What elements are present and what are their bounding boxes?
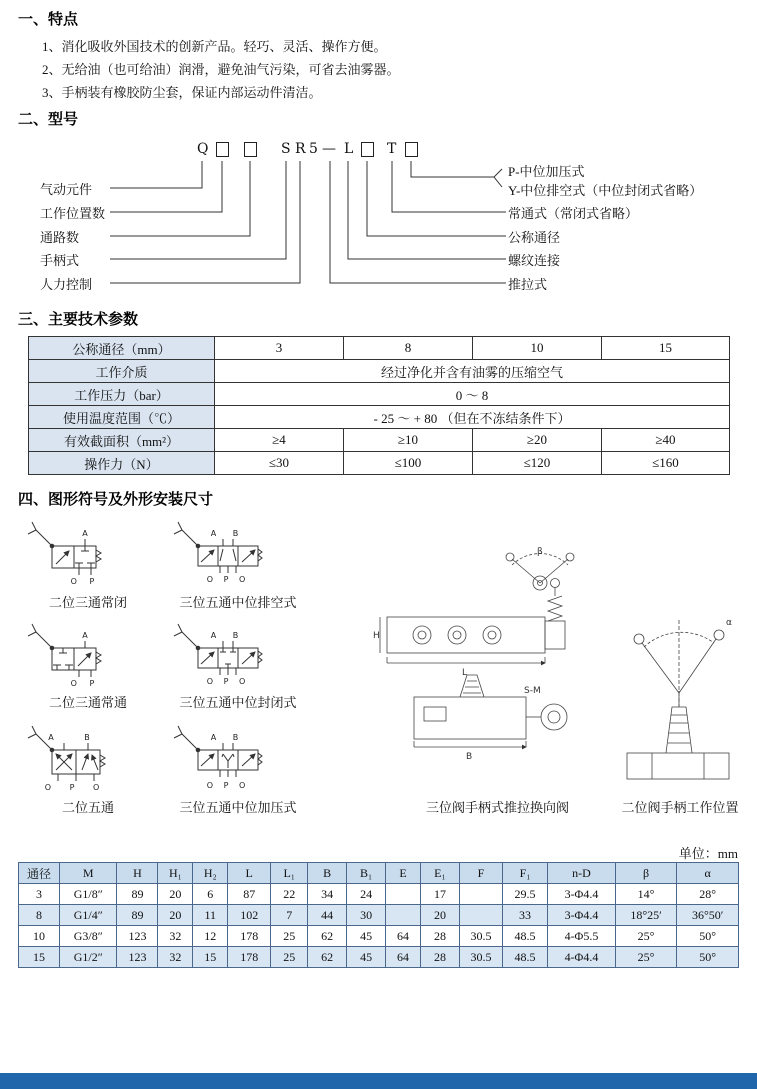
dim-label-sm: S-M: [524, 686, 541, 696]
param-value: ≥10: [344, 429, 473, 452]
port-label-bottom: O P: [70, 577, 100, 586]
symbol-caption: 三位五通中位排空式: [179, 595, 297, 610]
table-cell: 44: [308, 905, 347, 926]
model-code-diagram: [0, 135, 757, 305]
unit-note: 单位：mm: [678, 846, 738, 861]
param-value: 10: [473, 337, 602, 360]
param-value: 经过净化并含有油雾的压缩空气: [215, 360, 730, 383]
code-char: L: [344, 141, 354, 157]
table-cell: 通径: [19, 863, 60, 884]
table-cell: L₁: [271, 863, 308, 884]
code-box: [361, 142, 374, 157]
table-cell: 3: [19, 884, 60, 905]
table-cell: 28: [420, 947, 459, 968]
port-label-top: A: [82, 631, 88, 640]
param-value: ≤100: [344, 452, 473, 475]
code-label-left: 通路数: [40, 230, 80, 245]
table-cell: 62: [308, 947, 347, 968]
table-cell: 14°: [615, 884, 677, 905]
param-label: 操作力（N）: [29, 452, 215, 475]
code-label-right: 公称通径: [508, 230, 561, 245]
handle-position-drawing: [612, 595, 752, 790]
port-label-top: A B: [210, 631, 246, 640]
valve-symbol-3pos5way-exhaust: [168, 518, 308, 586]
symbol-caption: 二位三通常通: [48, 695, 127, 710]
table-cell: 3-Φ4.4: [548, 905, 616, 926]
code-char: T: [387, 141, 397, 157]
table-row: [29, 360, 730, 383]
symbol-caption: 二位五通: [61, 800, 114, 815]
section1-title: 一、特点: [18, 11, 79, 28]
section2-title: 二、型号: [18, 111, 79, 128]
table-cell: 64: [386, 926, 421, 947]
code-char: 5: [309, 141, 318, 157]
table-cell: 3-Φ4.4: [548, 884, 616, 905]
table-cell: 4-Φ5.5: [548, 926, 616, 947]
table-cell: 87: [228, 884, 271, 905]
table-cell: 123: [117, 926, 158, 947]
table-cell: n-D: [548, 863, 616, 884]
port-label-bottom: O P O: [206, 575, 250, 584]
footer-bar: [0, 1073, 757, 1089]
table-row: [19, 947, 739, 968]
table-cell: [459, 884, 502, 905]
table-cell: 50°: [677, 947, 739, 968]
section4-title: 四、图形符号及外形安装尺寸: [18, 491, 214, 508]
valve-symbol-3pos5way-pressure: [168, 722, 308, 792]
table-cell: 28°: [677, 884, 739, 905]
table-cell: L: [228, 863, 271, 884]
drawing-caption: 二位阀手柄工作位置: [621, 800, 739, 815]
param-value: ≥40: [602, 429, 730, 452]
table-cell: F₁: [502, 863, 547, 884]
code-box: [405, 142, 418, 157]
param-value: ≥4: [215, 429, 344, 452]
table-cell: 25°: [615, 947, 677, 968]
table-cell: 15: [193, 947, 228, 968]
param-label: 使用温度范围（℃）: [29, 406, 215, 429]
table-cell: G3/8″: [60, 926, 117, 947]
table-cell: 178: [228, 947, 271, 968]
table-cell: E₁: [420, 863, 459, 884]
table-cell: 34: [308, 884, 347, 905]
table-cell: 11: [193, 905, 228, 926]
table-cell: 12: [193, 926, 228, 947]
table-cell: α: [677, 863, 739, 884]
table-cell: 28: [420, 926, 459, 947]
port-label-top: A B: [48, 733, 104, 742]
table-cell: H₁: [158, 863, 193, 884]
param-label: 工作压力（bar）: [29, 383, 215, 406]
table-cell: B: [308, 863, 347, 884]
port-label-bottom: O P O: [206, 781, 250, 790]
table-cell: 30: [347, 905, 386, 926]
port-label-top: A B: [210, 733, 246, 742]
table-cell: 62: [308, 926, 347, 947]
table-cell: 25°: [615, 926, 677, 947]
dim-label-h: H: [373, 631, 380, 641]
code-label-right: P-中位加压式: [508, 164, 585, 179]
param-label: 公称通径（mm）: [29, 337, 215, 360]
param-label: 工作介质: [29, 360, 215, 383]
code-label-right: 常通式（常闭式省略）: [508, 206, 639, 221]
table-cell: 45: [347, 926, 386, 947]
param-label: 有效截面积（mm²）: [29, 429, 215, 452]
table-cell: 10: [19, 926, 60, 947]
symbol-caption: 三位五通中位加压式: [179, 800, 297, 815]
table-cell: 15: [19, 947, 60, 968]
table-cell: 4-Φ4.4: [548, 947, 616, 968]
table-cell: 178: [228, 926, 271, 947]
table-cell: 20: [158, 884, 193, 905]
valve-dimension-drawing: [372, 545, 622, 790]
table-cell: 7: [271, 905, 308, 926]
feature-item: 2、无给油（也可给油）润滑，避免油气污染，可省去油雾器。: [42, 62, 400, 77]
valve-symbol-3pos5way-closed: [168, 620, 308, 688]
port-label-top: A: [82, 529, 88, 538]
table-cell: 45: [347, 947, 386, 968]
code-label-left: 工作位置数: [40, 206, 106, 221]
symbol-caption: 二位三通常闭: [48, 595, 127, 610]
table-row: [19, 884, 739, 905]
table-row: [29, 452, 730, 475]
dim-label-b: B: [466, 752, 473, 762]
table-cell: 30.5: [459, 947, 502, 968]
table-cell: [386, 884, 421, 905]
table-cell: 25: [271, 926, 308, 947]
param-value: 8: [344, 337, 473, 360]
table-cell: 32: [158, 947, 193, 968]
table-cell: 30.5: [459, 926, 502, 947]
table-cell: 48.5: [502, 947, 547, 968]
table-cell: G1/8″: [60, 884, 117, 905]
table-cell: 25: [271, 947, 308, 968]
code-label-right: 螺纹连接: [508, 253, 561, 268]
param-value: - 25 ～ + 80 （但在不冻结条件下）: [215, 406, 730, 429]
dim-label-alpha: α: [726, 618, 732, 628]
code-box: [216, 142, 229, 157]
feature-item: 3、手柄装有橡胶防尘套，保证内部运动件清洁。: [42, 85, 322, 100]
table-cell: 36°50′: [677, 905, 739, 926]
table-row: [29, 337, 730, 360]
model-connector-lines: [0, 135, 757, 305]
table-row: [29, 383, 730, 406]
param-value: 15: [602, 337, 730, 360]
table-cell: 33: [502, 905, 547, 926]
table-cell: H₂: [193, 863, 228, 884]
param-value: ≥20: [473, 429, 602, 452]
table-row: [29, 406, 730, 429]
dim-label-l: L: [462, 668, 468, 678]
port-label-bottom: O P O: [44, 783, 108, 792]
table-cell: 24: [347, 884, 386, 905]
feature-item: 1、消化吸收外国技术的创新产品。轻巧、灵活、操作方便。: [42, 39, 387, 54]
code-char: Q: [197, 141, 209, 157]
table-cell: β: [615, 863, 677, 884]
param-value: 3: [215, 337, 344, 360]
table-cell: 22: [271, 884, 308, 905]
table-cell: 18°25′: [615, 905, 677, 926]
dimension-header-row: [19, 863, 739, 884]
code-label-left: 气动元件: [40, 182, 93, 197]
table-cell: [386, 905, 421, 926]
table-cell: [459, 905, 502, 926]
code-label-left: 人力控制: [40, 277, 93, 292]
param-value: ≤160: [602, 452, 730, 475]
dimension-table-body: [19, 884, 739, 968]
param-value: 0 ～ 8: [215, 383, 730, 406]
table-cell: 29.5: [502, 884, 547, 905]
table-row: [29, 429, 730, 452]
table-cell: 123: [117, 947, 158, 968]
table-cell: 32: [158, 926, 193, 947]
table-cell: 48.5: [502, 926, 547, 947]
table-cell: E: [386, 863, 421, 884]
table-cell: M: [60, 863, 117, 884]
port-label-bottom: O P: [70, 679, 100, 688]
code-label-right: 推拉式: [508, 277, 548, 292]
valve-symbol-2pos5way: [22, 722, 152, 792]
code-label-left: 手柄式: [40, 253, 80, 268]
valve-symbol-2pos3way-no: [22, 620, 152, 688]
symbol-caption: 三位五通中位封闭式: [179, 695, 297, 710]
section3-title: 三、主要技术参数: [18, 311, 139, 328]
code-char: —: [322, 141, 336, 157]
drawing-caption: 三位阀手柄式推拉换向阀: [425, 800, 569, 815]
table-cell: 102: [228, 905, 271, 926]
code-label-right: Y-中位排空式（中位封闭式省略）: [508, 183, 703, 198]
dimension-table: [18, 862, 739, 968]
table-cell: 8: [19, 905, 60, 926]
table-cell: F: [459, 863, 502, 884]
code-box: [244, 142, 257, 157]
table-row: [19, 905, 739, 926]
table-cell: H: [117, 863, 158, 884]
table-row: [19, 926, 739, 947]
table-cell: 89: [117, 884, 158, 905]
table-cell: 20: [158, 905, 193, 926]
table-cell: 20: [420, 905, 459, 926]
table-cell: B₁: [347, 863, 386, 884]
code-char: R: [295, 141, 306, 157]
port-label-bottom: O P O: [206, 677, 250, 686]
table-cell: 6: [193, 884, 228, 905]
table-cell: G1/2″: [60, 947, 117, 968]
param-value: ≤120: [473, 452, 602, 475]
port-label-top: A B: [210, 529, 246, 538]
tech-params-table: [28, 336, 730, 475]
table-cell: G1/4″: [60, 905, 117, 926]
param-value: ≤30: [215, 452, 344, 475]
dim-label-beta: β: [537, 547, 543, 557]
table-cell: 89: [117, 905, 158, 926]
table-cell: 64: [386, 947, 421, 968]
table-cell: 17: [420, 884, 459, 905]
valve-symbol-2pos3way-nc: [22, 518, 152, 586]
code-char: S: [281, 141, 291, 157]
table-cell: 50°: [677, 926, 739, 947]
